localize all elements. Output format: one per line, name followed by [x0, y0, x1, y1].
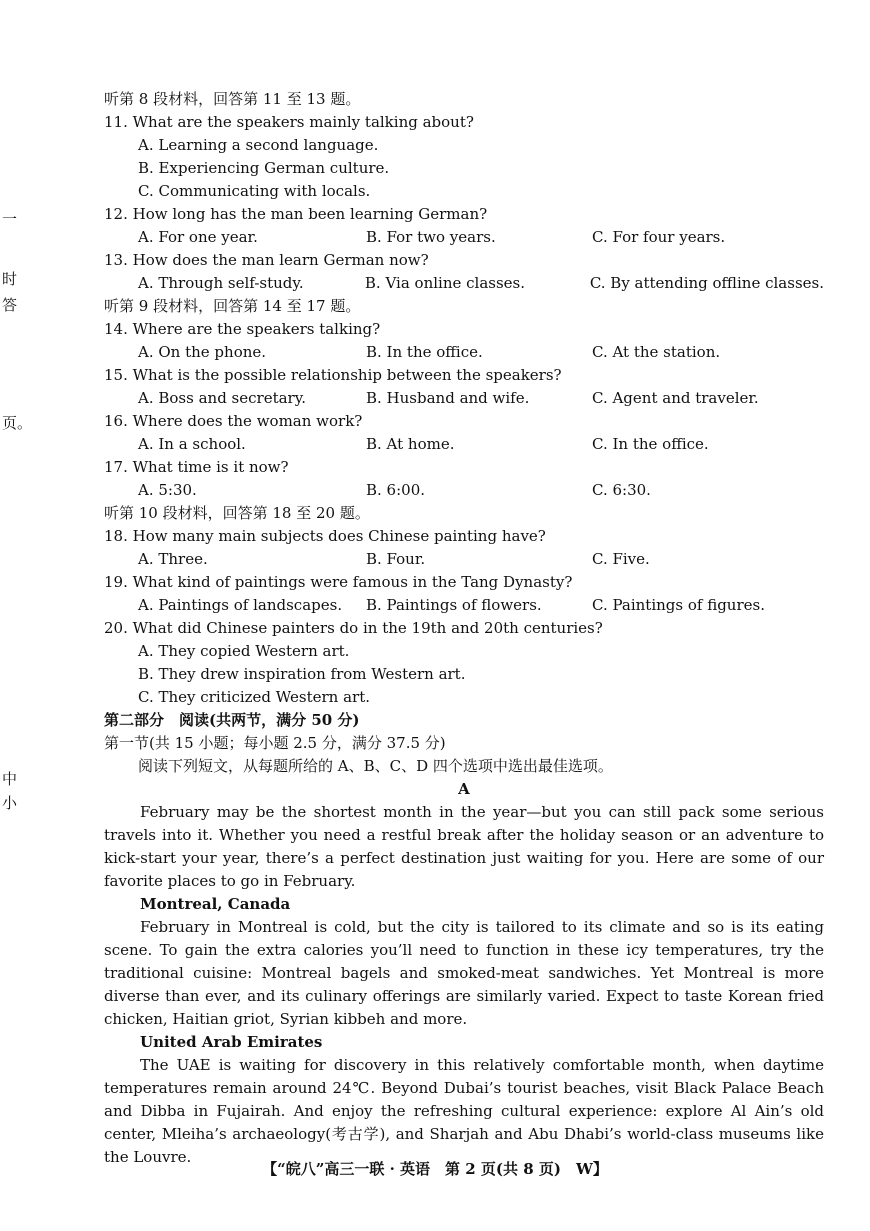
option-17b: B. 6:00. [366, 481, 426, 499]
destination-heading: Montreal, Canada [140, 895, 291, 913]
option-15c: C. Agent and traveler. [592, 389, 759, 407]
page-footer: 【“皖八”高三一联 · 英语 第 2 页(共 8 页) W】 [262, 1160, 608, 1178]
options-12 [104, 226, 824, 249]
option-16a: A. In a school. [138, 435, 246, 453]
option-12b: B. For two years. [366, 228, 496, 246]
margin-mark: 时 [2, 270, 18, 288]
question-17: 17. What time is it now? [104, 458, 289, 476]
option-14c: C. At the station. [592, 343, 721, 361]
margin-mark: 答 [2, 296, 18, 314]
option-19c: C. Paintings of figures. [592, 596, 765, 614]
question-13: 13. How does the man learn German now? [104, 251, 429, 269]
option-14b: B. In the office. [366, 343, 483, 361]
option-14a: A. On the phone. [138, 343, 267, 361]
question-11: 11. What are the speakers mainly talking about? [104, 113, 474, 131]
option-13b: B. Via online classes. [364, 274, 526, 292]
options-15 [104, 387, 824, 410]
passage-intro: February may be the shortest month in the year—but you can still pack some serious travels into it. Whether you need a restful break after the holiday season or an adventure to kick-start your year, there’s a perfect destination just waiting for you. Here are some of our favorite places to go in February. [104, 803, 824, 890]
margin-mark: 页。 [2, 414, 33, 432]
option-18b: B. Four. [366, 550, 426, 568]
destination-heading: United Arab Emirates [140, 1033, 323, 1051]
question-12: 12. How long has the man been learning German? [104, 205, 488, 223]
options-16 [104, 433, 824, 456]
option-18a: A. Three. [138, 550, 208, 568]
option-20b: B. They drew inspiration from Western art. [138, 665, 466, 683]
option-11a: A. Learning a second language. [138, 136, 379, 154]
section-heading: 听第 9 段材料，回答第 14 至 17 题。 [104, 297, 361, 315]
option-12c: C. For four years. [592, 228, 726, 246]
option-13c: C. By attending offline classes. [589, 274, 824, 292]
options-14 [104, 341, 824, 364]
section-heading: 听第 10 段材料，回答第 18 至 20 题。 [104, 504, 370, 522]
option-15a: A. Boss and secretary. [138, 389, 306, 407]
part-subtitle: 第一节(共 15 小题；每小题 2.5 分，满分 37.5 分) [104, 734, 446, 752]
passage-letter: A [458, 780, 470, 798]
margin-mark: 小 [2, 794, 18, 812]
margin-mark: 一 [2, 210, 18, 228]
margin-mark: 中 [2, 770, 18, 788]
question-20: 20. What did Chinese painters do in the 19th and 20th centuries? [104, 619, 603, 637]
question-15: 15. What is the possible relationship between the speakers? [104, 366, 562, 384]
options-17 [104, 479, 824, 502]
question-14: 14. Where are the speakers talking? [104, 320, 381, 338]
part-title: 第二部分 阅读(共两节，满分 50 分) [104, 711, 360, 729]
options-19 [104, 594, 824, 617]
exam-content [104, 88, 824, 1169]
destination-paragraph: February in Montreal is cold, but the city is tailored to its climate and so is its eating scene. To gain the extra calories you’ll need to function in these icy temperatures, try the traditional cuisine: Montreal bagels and smoked-meat sandwiches. Yet Montreal is more diverse than ever, and its culinary offerings are similarly varied. Expect to taste Korean fried chicken, Haitian griot, Syrian kibbeh and more. [104, 918, 824, 1028]
question-19: 19. What kind of paintings were famous in the Tang Dynasty? [104, 573, 573, 591]
reading-instruction: 阅读下列短文，从每题所给的 A、B、C、D 四个选项中选出最佳选项。 [138, 757, 613, 775]
option-20a: A. They copied Western art. [138, 642, 350, 660]
destination-paragraph: The UAE is waiting for discovery in this relatively comfortable month, when daytime temperatures remain around 24℃. Beyond Dubai’s tourist beaches, visit Black Palace Beach and Dibba in Fujairah. And enjoy the refreshing cultural experience: explore Al Ain’s old center, Mleiha’s archaeology(考古学), and Sharjah and Abu Dhabi’s world-class museums like the Louvre. [104, 1056, 824, 1166]
option-17a: A. 5:30. [138, 481, 197, 499]
option-13a: A. Through self-study. [138, 274, 304, 292]
option-11b: B. Experiencing German culture. [138, 159, 390, 177]
option-19b: B. Paintings of flowers. [366, 596, 542, 614]
option-17c: C. 6:30. [592, 481, 651, 499]
option-20c: C. They criticized Western art. [138, 688, 370, 706]
section-heading: 听第 8 段材料，回答第 11 至 13 题。 [104, 90, 361, 108]
option-18c: C. Five. [592, 550, 650, 568]
options-18 [104, 548, 824, 571]
option-15b: B. Husband and wife. [366, 389, 530, 407]
option-16c: C. In the office. [592, 435, 709, 453]
question-16: 16. Where does the woman work? [104, 412, 363, 430]
option-19a: A. Paintings of landscapes. [138, 596, 343, 614]
options-13 [104, 272, 824, 295]
option-16b: B. At home. [366, 435, 455, 453]
option-12a: A. For one year. [138, 228, 258, 246]
option-11c: C. Communicating with locals. [138, 182, 371, 200]
question-18: 18. How many main subjects does Chinese painting have? [104, 527, 546, 545]
